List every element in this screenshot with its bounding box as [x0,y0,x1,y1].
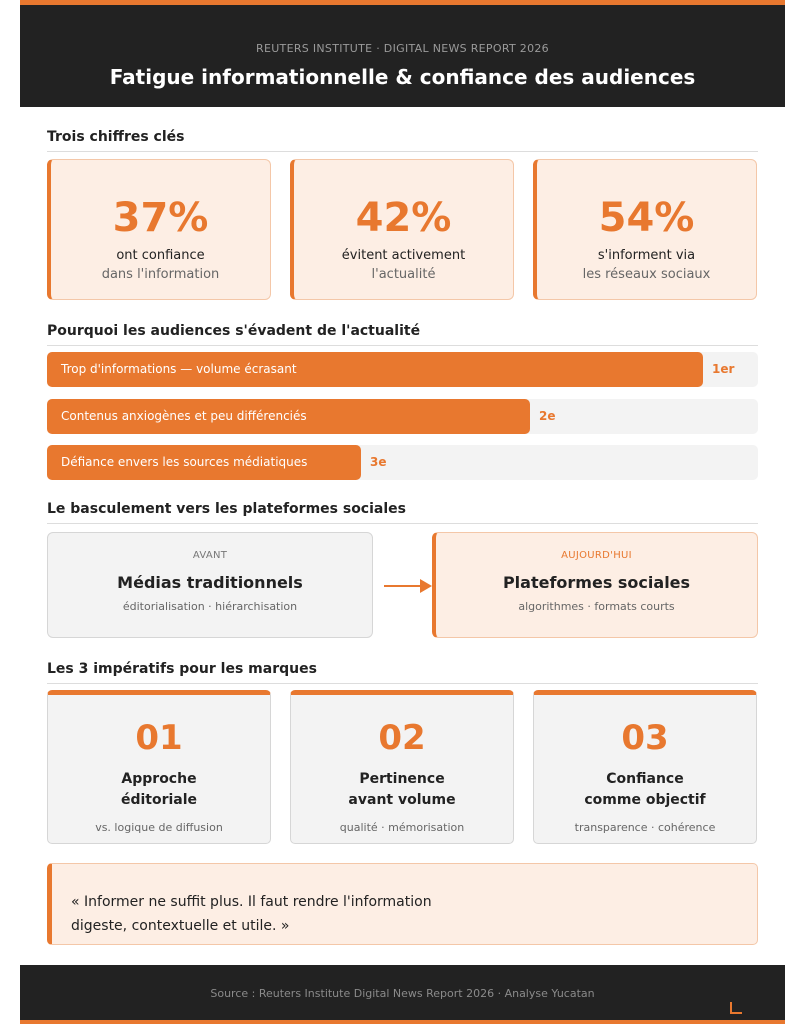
imperative-title-line: Pertinence [359,771,445,787]
section-title-imperatives: Les 3 impératifs pour les marques [47,661,758,684]
imperative-detail: qualité · mémorisation [339,821,465,834]
imperative-title-line: avant volume [348,792,456,808]
stat-card-social [533,159,757,300]
shift-after-box [432,532,758,638]
reason-bar-2 [47,399,758,434]
corner-logo-icon [729,1001,743,1015]
reason-bar-fill: Défiance envers les sources médiatiques [47,445,361,480]
shift-before-box [47,532,373,638]
imperative-card-1 [47,690,271,844]
reason-bar-fill: Trop d'informations — volume écrasant [47,352,703,387]
reason-bar-fill: Contenus anxiogènes et peu différenciés [47,399,530,434]
header-banner [20,0,785,107]
section-title-shift: Le basculement vers les plateformes sociales [47,501,758,524]
imperative-title [48,769,270,811]
stat-sublabel: dans l'information [101,267,220,282]
shift-tag: AUJOURD'HUI [561,550,632,561]
footer-source: Source : Reuters Institute Digital News Report 2026 · Analyse Yucatan [210,987,595,1000]
imperative-card-2 [290,690,514,844]
stat-card-trust [47,159,271,300]
imperative-title-line: Approche [121,771,197,787]
imperative-number: 01 [135,718,183,758]
imperative-title-line: éditoriale [120,792,198,808]
shift-title: Plateformes sociales [502,573,691,592]
imperative-title-line: comme objectif [584,792,706,808]
quote-line: « Informer ne suffit plus. Il faut rendre l'information [71,894,432,910]
shift-tag: AVANT [192,550,228,561]
stat-value: 37% [112,195,209,241]
arrow-right-icon [384,576,432,596]
footer-banner [20,965,785,1024]
stat-label: ont confiance [116,248,205,263]
imperative-title [291,769,513,811]
stat-value: 42% [355,195,452,241]
stat-value: 54% [598,195,695,241]
imperative-number: 03 [621,718,669,758]
stat-card-avoidance [290,159,514,300]
shift-detail: éditorialisation · hiérarchisation [122,600,298,613]
section-title-reasons: Pourquoi les audiences s'évadent de l'actualité [47,323,758,346]
page-title: Fatigue informationnelle & confiance des audiences [109,65,696,89]
reason-rank: 1er [712,362,735,376]
reason-rank: 2e [539,409,556,423]
stat-sublabel: l'actualité [371,267,436,282]
header-kicker: REUTERS INSTITUTE · DIGITAL NEWS REPORT 2026 [256,42,549,55]
imperative-detail: transparence · cohérence [574,821,716,834]
stat-sublabel: les réseaux sociaux [582,267,711,282]
imperative-title-line: Confiance [606,771,684,787]
quote-box [47,863,758,945]
section-title-key-figures: Trois chiffres clés [47,129,758,152]
quote-line: digeste, contextuelle et utile. » [71,918,290,934]
stat-label: s'informent via [597,248,696,263]
reason-rank: 3e [370,455,387,469]
reason-bar-1 [47,352,758,387]
imperative-card-3 [533,690,757,844]
stat-label: évitent activement [341,248,466,263]
shift-detail: algorithmes · formats courts [518,600,675,613]
reason-bar-3 [47,445,758,480]
shift-title: Médias traditionnels [117,573,303,592]
imperative-title [534,769,756,811]
imperative-detail: vs. logique de diffusion [95,821,223,834]
imperative-number: 02 [378,718,426,758]
